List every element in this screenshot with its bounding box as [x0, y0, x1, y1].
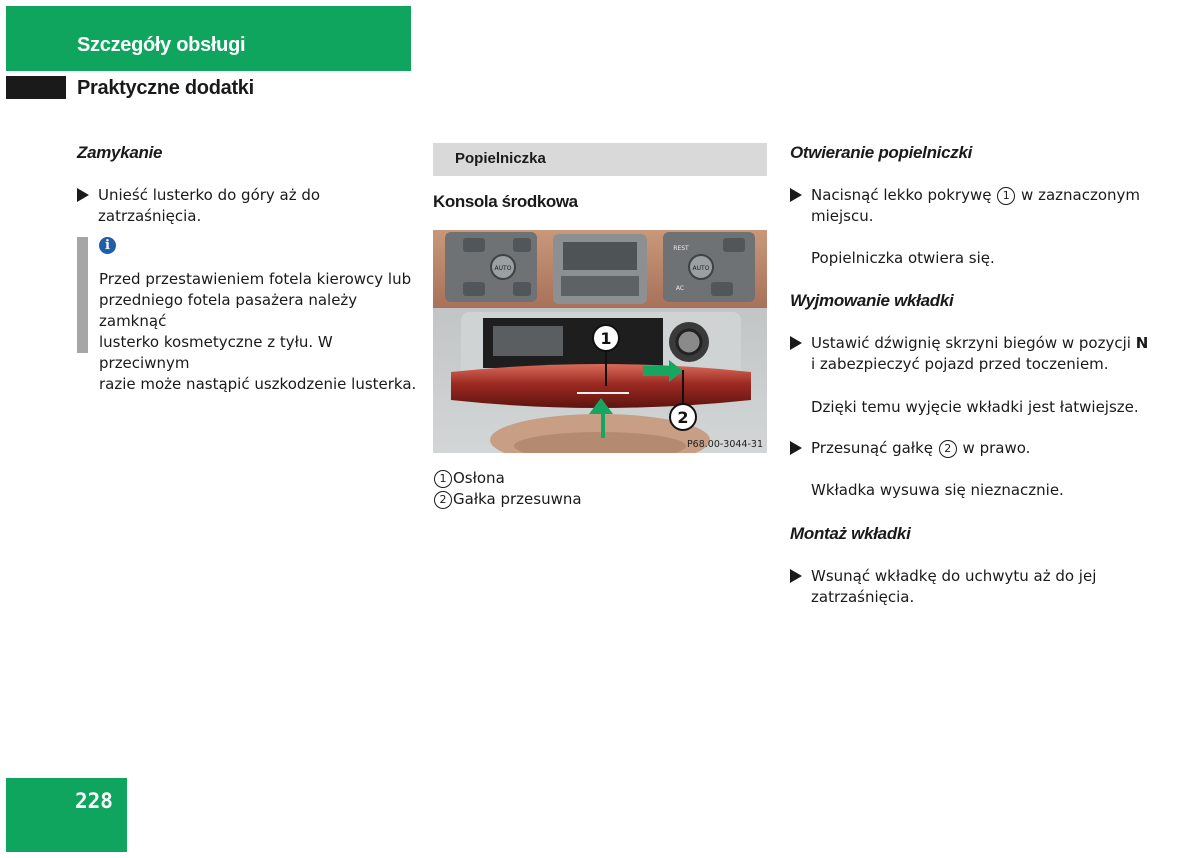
- bullet-arrow-icon: [790, 188, 802, 202]
- page-number: 228: [75, 789, 113, 813]
- rest-label: REST: [673, 245, 689, 252]
- bullet-text: w zaznaczonym: [1021, 186, 1140, 204]
- ref-number: 2: [939, 440, 957, 458]
- heading-remove-insert: Wyjmowanie wkładki: [790, 291, 954, 310]
- bullet-arrow-icon: [77, 188, 89, 202]
- bullet-arrow-icon: [790, 441, 802, 455]
- bullet-text: miejscu.: [811, 207, 874, 225]
- image-code: P68.00-3044-31: [686, 439, 763, 450]
- heading-install-insert: Montaż wkładki: [790, 524, 911, 543]
- section-title: Szczegóły obsługi: [77, 34, 246, 56]
- result-text: Dzięki temu wyjęcie wkładki jest łatwiejsze.: [811, 398, 1139, 416]
- callout-1: 1: [600, 329, 612, 348]
- result-text: Wkładka wysuwa się nieznacznie.: [811, 481, 1064, 499]
- bullet-insert: [790, 566, 1150, 608]
- info-line: przedniego fotela pasażera należy zamknąć: [99, 291, 358, 330]
- legend-text: Osłona: [453, 469, 505, 487]
- legend-number: 2: [434, 491, 452, 509]
- bullet-text: zatrzaśnięcia.: [811, 588, 915, 606]
- bullet-press-cover: [790, 185, 1150, 227]
- bullet-text: Wsunąć wkładkę do uchwytu aż do jej: [811, 567, 1097, 585]
- heading-open: Otwieranie popielniczki: [790, 143, 973, 162]
- subsection-title: Praktyczne dodatki: [77, 77, 254, 99]
- bullet-text: Przesunąć gałkę: [811, 439, 933, 457]
- info-line: razie może nastąpić uszkodzenie lusterka.: [99, 375, 417, 393]
- callout-2: 2: [677, 408, 689, 427]
- legend-item: [433, 468, 582, 489]
- bullet-text: w prawo.: [962, 439, 1031, 457]
- heading-zamykanie: Zamykanie: [77, 143, 163, 162]
- info-note: [99, 269, 419, 395]
- gear-letter: N: [1135, 334, 1149, 352]
- info-icon: i: [99, 237, 116, 254]
- console-illustration: [433, 230, 767, 453]
- info-line: lusterko kosmetyczne z tyłu. W przeciwnym: [99, 333, 333, 372]
- bullet-arrow-icon: [790, 569, 802, 583]
- bullet-arrow-icon: [790, 336, 802, 350]
- bullet-text: i zabezpieczyć pojazd przed toczeniem.: [811, 355, 1109, 373]
- bullet-close-mirror: [77, 185, 417, 227]
- ref-number: 1: [997, 187, 1015, 205]
- bullet-text: Nacisnąć lekko pokrywę: [811, 186, 992, 204]
- ac-label: AC: [675, 285, 685, 292]
- bullet-gear-n: [790, 333, 1160, 375]
- legend-text: Gałka przesuwna: [453, 490, 582, 508]
- bullet-text: Unieść lusterko do góry aż do zatrzaśnięcia.: [98, 186, 321, 225]
- topic-title: Popielniczka: [455, 150, 546, 167]
- topic-bar: [433, 143, 767, 176]
- result-text: Popielniczka otwiera się.: [811, 249, 995, 267]
- auto-label: AUTO: [494, 265, 512, 272]
- subheading-console: Konsola środkowa: [433, 192, 578, 211]
- legend-number: 1: [434, 470, 452, 488]
- info-side-bar: [77, 237, 88, 353]
- console-photo: [433, 230, 767, 453]
- bullet-slide-knob: [790, 438, 1150, 459]
- subsection-marker: [6, 76, 66, 99]
- info-line: Przed przestawieniem fotela kierowcy lub: [99, 270, 412, 288]
- auto-label: AUTO: [692, 265, 710, 272]
- bullet-text: Ustawić dźwignię skrzyni biegów w pozycji: [811, 334, 1131, 352]
- legend: [433, 468, 582, 510]
- legend-item: [433, 489, 582, 510]
